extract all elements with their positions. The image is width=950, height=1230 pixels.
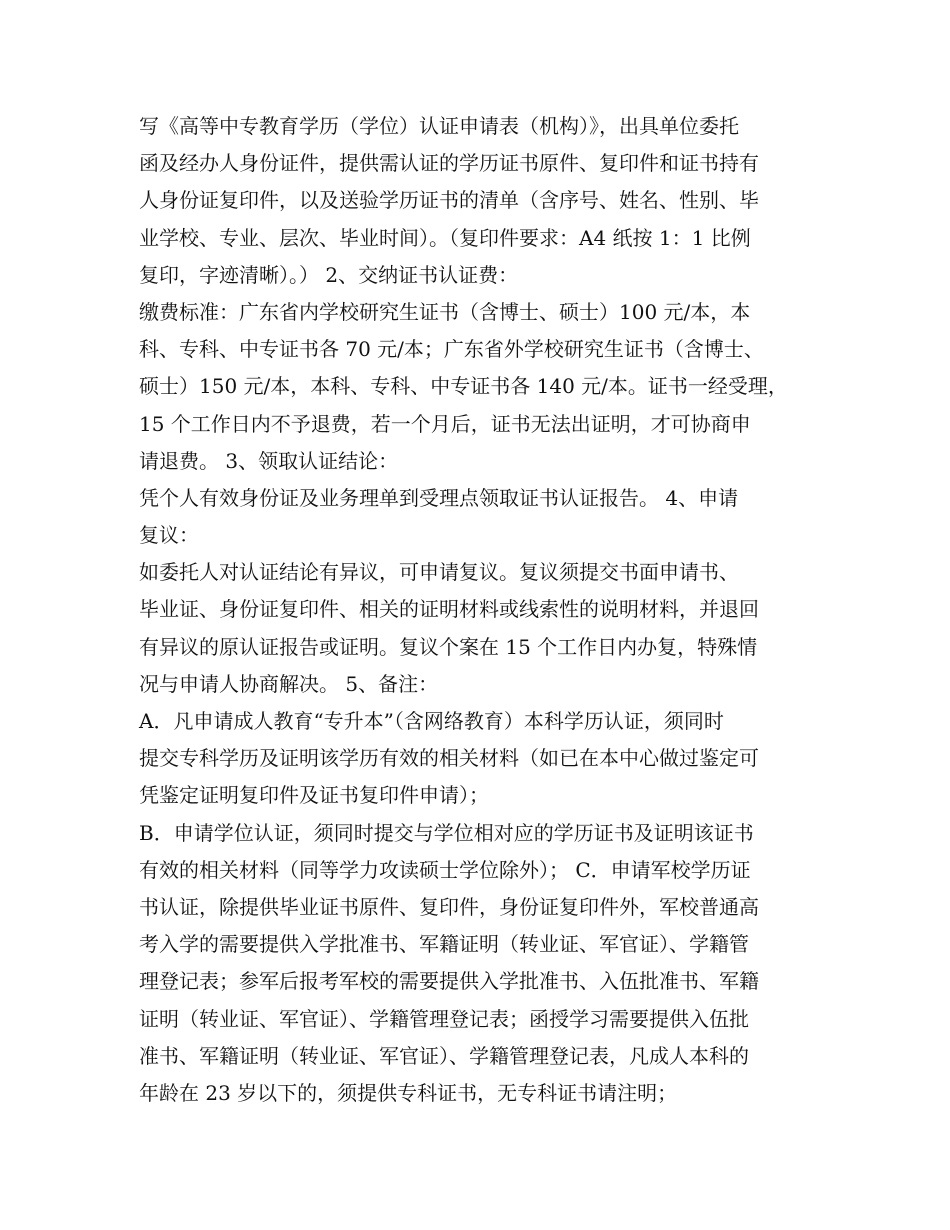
text-line: 业学校、专业、层次、毕业时间）。（复印件要求：A4 纸按 1：1 比例 [139, 225, 751, 250]
text-line: 复议： [139, 523, 199, 548]
text-line: 请退费。 3、领取认证结论： [139, 448, 399, 473]
text-line: 况与申请人协商解决。 5、备注： [139, 671, 439, 696]
text-line: 硕士）150 元/本，本科、专科、中专证书各 140 元/本。证书一经受理， [139, 374, 788, 399]
text-line: 年龄在 23 岁以下的，须提供专科证书，无专科证书请注明； [139, 1080, 678, 1105]
text-line: 证明（转业证、军官证）、学籍管理登记表；函授学习需要提供入伍批 [139, 1006, 749, 1031]
text-line: 15 个工作日内不予退费，若一个月后，证书无法出证明，才可协商申 [139, 411, 751, 436]
text-line: 有异议的原认证报告或证明。复议个案在 15 个工作日内办复，特殊情 [139, 634, 758, 659]
text-line: 有效的相关材料（同等学力攻读硕士学位除外）； C．申请军校学历证 [139, 857, 751, 882]
text-line: 考入学的需要提供入学批准书、军籍证明（转业证、军官证）、学籍管 [139, 932, 749, 957]
text-line: 凭个人有效身份证及业务理单到受理点领取证书认证报告。 4、申请 [139, 485, 739, 510]
text-line: 写《高等中专教育学历（学位）认证申请表（机构）》，出具单位委托 [139, 114, 739, 138]
text-line: B．申请学位认证，须同时提交与学位相对应的学历证书及证明该证书 [139, 820, 754, 845]
text-line: 理登记表；参军后报考军校的需要提供入学批准书、入伍批准书、军籍 [139, 969, 759, 994]
text-line: 复印，字迹清晰）。） 2、交纳证书认证费： [139, 262, 519, 287]
text-line: 函及经办人身份证件，提供需认证的学历证书原件、复印件和证书持有 [139, 151, 759, 176]
text-line: 书认证，除提供毕业证书原件、复印件，身份证复印件外，军校普通高 [139, 894, 759, 919]
text-line: 毕业证、身份证复印件、相关的证明材料或线索性的说明材料，并退回 [139, 597, 759, 622]
text-line: 缴费标准：广东省内学校研究生证书（含博士、硕士）100 元/本，本 [139, 299, 751, 324]
text-line: A．凡申请成人教育“专升本”（含网络教育）本科学历认证，须同时 [139, 709, 724, 733]
document-body [139, 108, 829, 1112]
text-line: 提交专科学历及证明该学历有效的相关材料（如已在本中心做过鉴定可 [139, 746, 759, 771]
text-line: 人身份证复印件，以及送验学历证书的清单（含序号、姓名、性别、毕 [139, 188, 759, 213]
text-line: 凭鉴定证明复印件及证书复印件申请）； [139, 783, 489, 808]
text-line: 准书、军籍证明（转业证、军官证）、学籍管理登记表，凡成人本科的 [139, 1043, 749, 1068]
text-line: 如委托人对认证结论有异议，可申请复议。复议须提交书面申请书、 [139, 560, 739, 585]
text-line: 科、专科、中专证书各 70 元/本；广东省外学校研究生证书（含博士、 [139, 337, 764, 362]
